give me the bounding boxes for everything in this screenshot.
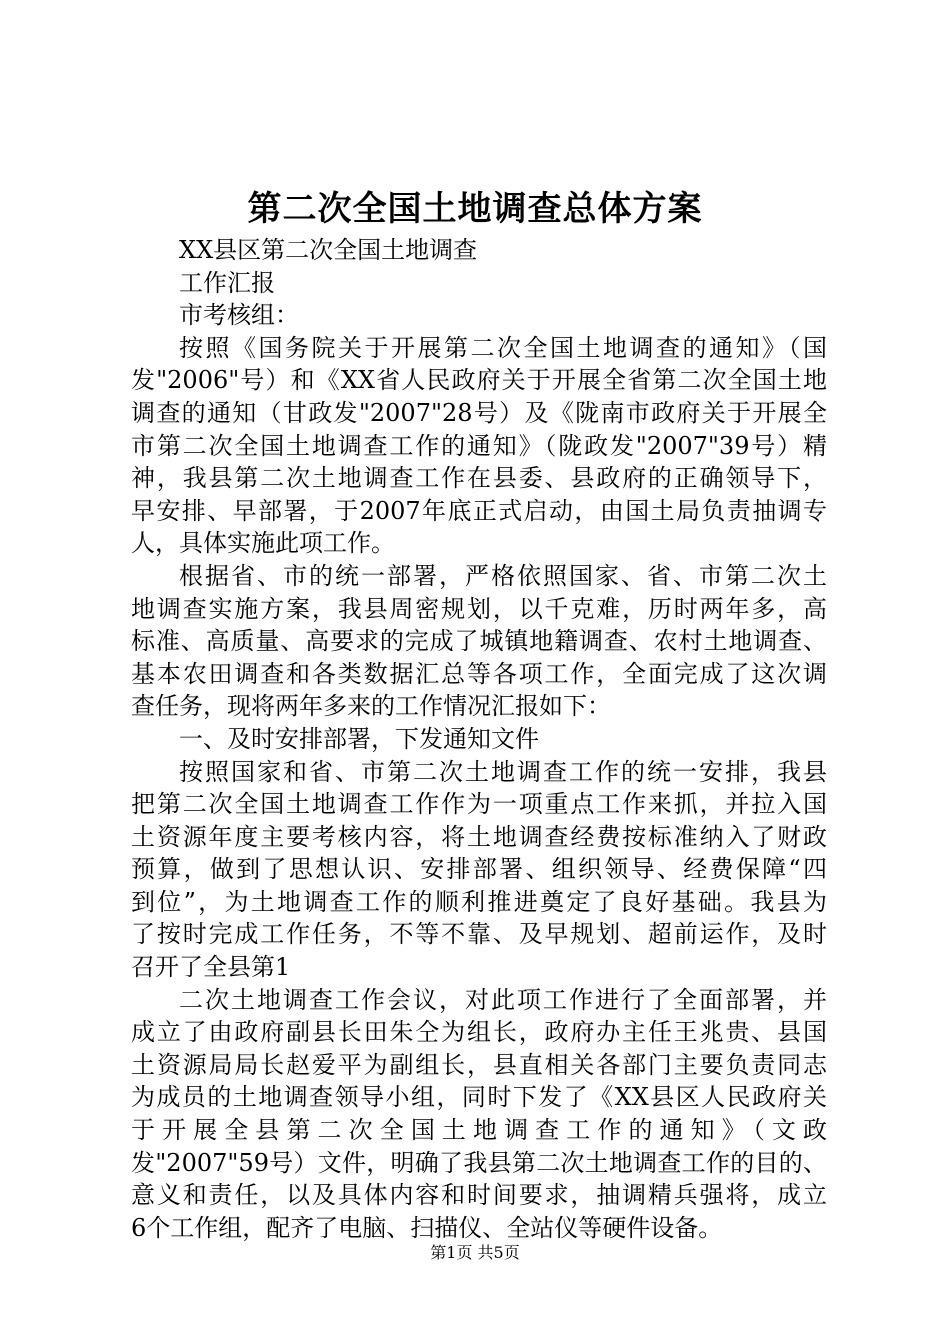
body-line: 早安排、早部署，于2007年底正式启动，由国土局负责抽调专 [131, 496, 827, 525]
body-line: 二次土地调查工作会议，对此项工作进行了全面部署，并 [179, 985, 827, 1014]
body-line: 市第二次全国土地调查工作的通知》（陇政发"2007"39号）精 [131, 431, 827, 460]
document-body [131, 234, 827, 1244]
body-line: 根据省、市的统一部署，严格依照国家、省、市第二次土 [179, 561, 827, 590]
body-line: 按照《国务院关于开展第二次全国土地调查的通知》（国 [179, 333, 827, 362]
body-line: 工作汇报 [179, 268, 275, 297]
body-line: 召开了全县第1 [131, 953, 291, 982]
body-line: 地调查实施方案，我县周密规划，以千克难，历时两年多，高 [131, 594, 827, 623]
body-line: 神，我县第二次土地调查工作在县委、县政府的正确领导下， [131, 464, 827, 493]
body-line: 6个工作组，配齐了电脑、扫描仪、全站仪等硬件设备。 [131, 1213, 723, 1242]
body-line: 把第二次全国土地调查工作作为一项重点工作来抓，并拉入国 [131, 790, 827, 819]
body-line: 预算，做到了思想认识、安排部署、组织领导、经费保障“四 [131, 855, 827, 884]
body-line: 发"2006"号）和《XX省人民政府关于开展全省第二次全国土地 [131, 366, 827, 395]
section-heading: 一、及时安排部署，下发通知文件 [179, 724, 539, 753]
document-title: 第二次全国土地调查总体方案 [247, 189, 703, 229]
body-line: 按照国家和省、市第二次土地调查工作的统一安排，我县 [179, 757, 827, 786]
body-line: 查任务，现将两年多来的工作情况汇报如下： [131, 692, 611, 721]
body-line: 调查的通知（甘政发"2007"28号）及《陇南市政府关于开展全 [131, 398, 827, 427]
body-line: 人，具体实施此项工作。 [131, 529, 395, 558]
page-number: 第1页 共5页 [430, 1243, 520, 1262]
body-line: 标准、高质量、高要求的完成了城镇地籍调查、农村土地调查、 [131, 627, 827, 656]
body-line: 土资源年度主要考核内容，将土地调查经费按标准纳入了财政 [131, 822, 827, 851]
body-line: 为成员的土地调查领导小组，同时下发了《XX县区人民政府关 [131, 1083, 827, 1112]
body-line: 基本农田调查和各类数据汇总等各项工作，全面完成了这次调 [131, 659, 827, 688]
body-line: 市考核组： [179, 301, 299, 330]
body-line: 于开展全县第二次全国土地调查工作的通知》（文政 [131, 1116, 827, 1145]
body-line: 到位”，为土地调查工作的顺利推进奠定了良好基础。我县为 [131, 887, 827, 916]
body-line: 成立了由政府副县长田朱仝为组长，政府办主任王兆贵、县国 [131, 1018, 827, 1047]
body-line: 土资源局局长赵爱平为副组长，县直相关各部门主要负责同志 [131, 1050, 827, 1079]
body-line: 意义和责任，以及具体内容和时间要求，抽调精兵强将，成立 [131, 1181, 827, 1210]
body-line: 发"2007"59号）文件，明确了我县第二次土地调查工作的目的、 [131, 1148, 827, 1177]
body-line: XX县区第二次全国土地调查 [179, 236, 478, 264]
body-line: 了按时完成工作任务，不等不靠、及早规划、超前运作，及时 [131, 920, 827, 949]
